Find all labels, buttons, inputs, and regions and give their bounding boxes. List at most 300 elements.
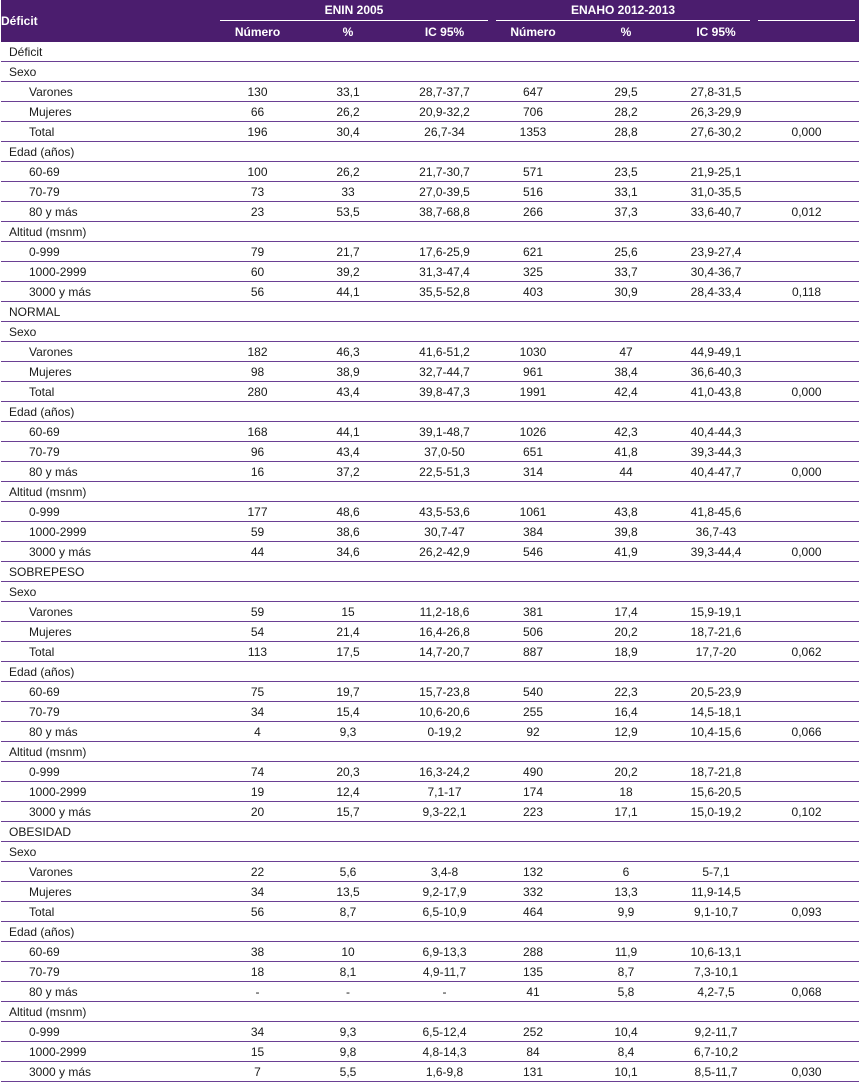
cell-enaho-numero: 464 <box>492 902 574 922</box>
cell-enin-numero: 98 <box>216 362 299 382</box>
cell-enaho-numero: 223 <box>492 802 574 822</box>
cell-enaho-ic95: 9,1-10,7 <box>678 902 754 922</box>
cell-p-value <box>754 682 859 702</box>
cell-enin-ic95: 26,2-42,9 <box>397 542 492 562</box>
group-title: Altitud (msnm) <box>1 742 859 762</box>
cell-enaho-percent: 20,2 <box>574 622 678 642</box>
table-row <box>1 382 859 402</box>
cell-enaho-ic95: 40,4-44,3 <box>678 422 754 442</box>
cell-enin-percent: 38,9 <box>299 362 397 382</box>
cell-enaho-ic95: 15,9-19,1 <box>678 602 754 622</box>
cell-enaho-numero: 647 <box>492 82 574 102</box>
cell-p-value <box>754 1022 859 1042</box>
cell-p-value <box>754 242 859 262</box>
cell-enin-ic95: 0-19,2 <box>397 722 492 742</box>
cell-enin-numero: 196 <box>216 122 299 142</box>
cell-enin-ic95: 3,4-8 <box>397 862 492 882</box>
table-row <box>1 122 859 142</box>
cell-enaho-percent: 43,8 <box>574 502 678 522</box>
cell-enaho-ic95: 7,3-10,1 <box>678 962 754 982</box>
cell-p-value: 0,000 <box>754 122 859 142</box>
cell-enaho-percent: 29,5 <box>574 82 678 102</box>
cell-enin-numero: 60 <box>216 262 299 282</box>
row-label: Varones <box>1 82 216 102</box>
cell-enaho-ic95: 4,2-7,5 <box>678 982 754 1002</box>
cell-enaho-ic95: 36,6-40,3 <box>678 362 754 382</box>
row-label: Total <box>1 642 216 662</box>
cell-enaho-ic95: 36,7-43 <box>678 522 754 542</box>
cell-enaho-percent: 38,4 <box>574 362 678 382</box>
cell-enin-ic95: 37,0-50 <box>397 442 492 462</box>
cell-enaho-numero: 252 <box>492 1022 574 1042</box>
table-row <box>1 422 859 442</box>
section-title: Déficit <box>1 42 859 62</box>
cell-enin-percent: 43,4 <box>299 442 397 462</box>
cell-enin-percent: 5,6 <box>299 862 397 882</box>
header-col-pvalue <box>754 22 859 42</box>
cell-enaho-percent: 8,7 <box>574 962 678 982</box>
row-label: 70-79 <box>1 182 216 202</box>
table-row <box>1 982 859 1002</box>
cell-p-value: 0,118 <box>754 282 859 302</box>
cell-enaho-numero: 131 <box>492 1062 574 1082</box>
cell-enin-numero: 23 <box>216 202 299 222</box>
cell-p-value <box>754 862 859 882</box>
cell-enin-ic95: 35,5-52,8 <box>397 282 492 302</box>
table-row <box>1 542 859 562</box>
cell-p-value: 0,062 <box>754 642 859 662</box>
cell-enin-numero: 7 <box>216 1062 299 1082</box>
section-title: NORMAL <box>1 302 859 322</box>
cell-enaho-percent: 23,5 <box>574 162 678 182</box>
table-row <box>1 682 859 702</box>
table-row <box>1 882 859 902</box>
row-label: 1000-2999 <box>1 782 216 802</box>
cell-enin-numero: 66 <box>216 102 299 122</box>
cell-enin-percent: 13,5 <box>299 882 397 902</box>
table-row <box>1 462 859 482</box>
cell-enaho-percent: 10,1 <box>574 1062 678 1082</box>
cell-p-value <box>754 362 859 382</box>
section-row <box>1 42 859 62</box>
cell-enin-numero: 38 <box>216 942 299 962</box>
table-row <box>1 902 859 922</box>
cell-enin-ic95: 7,1-17 <box>397 782 492 802</box>
section-row <box>1 562 859 582</box>
row-label: 0-999 <box>1 762 216 782</box>
header-col-ic95: IC 95% <box>678 22 754 42</box>
table-row <box>1 762 859 782</box>
row-label: 80 y más <box>1 982 216 1002</box>
cell-enin-ic95: 17,6-25,9 <box>397 242 492 262</box>
row-label: Mujeres <box>1 882 216 902</box>
cell-enin-percent: 53,5 <box>299 202 397 222</box>
cell-enaho-percent: 11,9 <box>574 942 678 962</box>
table-header <box>1 0 859 42</box>
cell-enin-ic95: 21,7-30,7 <box>397 162 492 182</box>
cell-enin-numero: 44 <box>216 542 299 562</box>
row-label: 3000 y más <box>1 802 216 822</box>
table-row <box>1 1062 859 1082</box>
header-group-label <box>758 1 855 21</box>
cell-enin-ic95: 9,3-22,1 <box>397 802 492 822</box>
cell-enin-numero: 34 <box>216 882 299 902</box>
cell-enin-ic95: 27,0-39,5 <box>397 182 492 202</box>
cell-enaho-numero: 403 <box>492 282 574 302</box>
cell-enaho-percent: 39,8 <box>574 522 678 542</box>
table-row <box>1 622 859 642</box>
cell-p-value <box>754 942 859 962</box>
group-row <box>1 742 859 762</box>
cell-enin-percent: 33 <box>299 182 397 202</box>
row-label: 3000 y más <box>1 282 216 302</box>
cell-enin-numero: 18 <box>216 962 299 982</box>
cell-enaho-numero: 621 <box>492 242 574 262</box>
group-title: Edad (años) <box>1 922 859 942</box>
cell-enin-numero: 130 <box>216 82 299 102</box>
cell-enaho-numero: 1026 <box>492 422 574 442</box>
table-row <box>1 602 859 622</box>
row-label: 1000-2999 <box>1 1042 216 1062</box>
cell-enin-numero: 22 <box>216 862 299 882</box>
row-label: 70-79 <box>1 442 216 462</box>
cell-p-value: 0,000 <box>754 462 859 482</box>
row-label: 0-999 <box>1 1022 216 1042</box>
cell-enaho-percent: 8,4 <box>574 1042 678 1062</box>
cell-p-value <box>754 342 859 362</box>
table-row <box>1 642 859 662</box>
table-row <box>1 1022 859 1042</box>
cell-enaho-percent: 9,9 <box>574 902 678 922</box>
cell-enaho-ic95: 39,3-44,3 <box>678 442 754 462</box>
row-label: 70-79 <box>1 962 216 982</box>
cell-enaho-percent: 22,3 <box>574 682 678 702</box>
group-row <box>1 142 859 162</box>
header-col-percent: % <box>299 22 397 42</box>
group-row <box>1 322 859 342</box>
cell-enaho-ic95: 40,4-47,7 <box>678 462 754 482</box>
cell-enin-numero: 54 <box>216 622 299 642</box>
cell-enin-numero: 113 <box>216 642 299 662</box>
cell-enaho-percent: 42,4 <box>574 382 678 402</box>
cell-p-value <box>754 162 859 182</box>
group-row <box>1 222 859 242</box>
header-group-enin-2005 <box>216 0 492 22</box>
header-group-label: ENAHO 2012-2013 <box>496 1 750 21</box>
cell-enaho-ic95: 9,2-11,7 <box>678 1022 754 1042</box>
section-title: SOBREPESO <box>1 562 859 582</box>
table-row <box>1 802 859 822</box>
cell-enaho-numero: 255 <box>492 702 574 722</box>
cell-enaho-numero: 132 <box>492 862 574 882</box>
row-label: Mujeres <box>1 362 216 382</box>
cell-enin-ic95: 10,6-20,6 <box>397 702 492 722</box>
cell-enaho-percent: 25,6 <box>574 242 678 262</box>
header-col-ic95: IC 95% <box>397 22 492 42</box>
cell-enin-percent: 19,7 <box>299 682 397 702</box>
header-group-enaho-2012-2013 <box>492 0 754 22</box>
cell-enin-ic95: 16,3-24,2 <box>397 762 492 782</box>
row-label: 60-69 <box>1 422 216 442</box>
cell-p-value <box>754 762 859 782</box>
cell-enaho-numero: 546 <box>492 542 574 562</box>
row-label: 3000 y más <box>1 1062 216 1082</box>
cell-enin-percent: 17,5 <box>299 642 397 662</box>
cell-p-value <box>754 182 859 202</box>
row-label: Varones <box>1 342 216 362</box>
cell-p-value <box>754 882 859 902</box>
cell-enaho-ic95: 30,4-36,7 <box>678 262 754 282</box>
cell-enaho-percent: 18 <box>574 782 678 802</box>
cell-enaho-ic95: 14,5-18,1 <box>678 702 754 722</box>
cell-enaho-numero: 332 <box>492 882 574 902</box>
header-col-numero: Número <box>492 22 574 42</box>
cell-enaho-percent: 20,2 <box>574 762 678 782</box>
row-label: 60-69 <box>1 682 216 702</box>
table-row <box>1 522 859 542</box>
group-row <box>1 922 859 942</box>
cell-enaho-percent: 30,9 <box>574 282 678 302</box>
cell-enin-ic95: 31,3-47,4 <box>397 262 492 282</box>
group-title: Sexo <box>1 322 859 342</box>
row-label: 60-69 <box>1 162 216 182</box>
cell-enin-numero: 96 <box>216 442 299 462</box>
cell-enaho-numero: 266 <box>492 202 574 222</box>
table-body <box>1 42 859 1082</box>
header-col-numero: Número <box>216 22 299 42</box>
cell-enaho-ic95: 5-7,1 <box>678 862 754 882</box>
row-label: 80 y más <box>1 722 216 742</box>
cell-p-value <box>754 102 859 122</box>
cell-enaho-ic95: 26,3-29,9 <box>678 102 754 122</box>
table-row <box>1 442 859 462</box>
cell-enin-numero: 75 <box>216 682 299 702</box>
cell-enaho-numero: 41 <box>492 982 574 1002</box>
row-label: 0-999 <box>1 502 216 522</box>
table-row <box>1 362 859 382</box>
cell-p-value <box>754 522 859 542</box>
cell-enaho-percent: 33,7 <box>574 262 678 282</box>
cell-p-value: 0,000 <box>754 542 859 562</box>
cell-enaho-numero: 288 <box>492 942 574 962</box>
cell-p-value <box>754 622 859 642</box>
cell-enaho-percent: 42,3 <box>574 422 678 442</box>
cell-enaho-ic95: 21,9-25,1 <box>678 162 754 182</box>
group-title: Altitud (msnm) <box>1 222 859 242</box>
cell-enaho-numero: 571 <box>492 162 574 182</box>
cell-enin-ic95: 9,2-17,9 <box>397 882 492 902</box>
cell-enin-ic95: 6,5-12,4 <box>397 1022 492 1042</box>
cell-enaho-ic95: 8,5-11,7 <box>678 1062 754 1082</box>
cell-enaho-percent: 41,9 <box>574 542 678 562</box>
cell-enin-percent: 26,2 <box>299 102 397 122</box>
cell-enin-percent: 15,4 <box>299 702 397 722</box>
table-row <box>1 722 859 742</box>
cell-p-value: 0,000 <box>754 382 859 402</box>
group-row <box>1 842 859 862</box>
cell-enin-percent: 15 <box>299 602 397 622</box>
cell-enaho-percent: 13,3 <box>574 882 678 902</box>
cell-enin-numero: 280 <box>216 382 299 402</box>
cell-enin-ic95: 38,7-68,8 <box>397 202 492 222</box>
cell-enaho-numero: 961 <box>492 362 574 382</box>
cell-enin-numero: 79 <box>216 242 299 262</box>
group-title: Altitud (msnm) <box>1 482 859 502</box>
cell-enaho-ic95: 15,0-19,2 <box>678 802 754 822</box>
cell-enin-percent: 20,3 <box>299 762 397 782</box>
group-row <box>1 1002 859 1022</box>
cell-p-value: 0,012 <box>754 202 859 222</box>
table-row <box>1 162 859 182</box>
group-title: Altitud (msnm) <box>1 1002 859 1022</box>
row-label: Total <box>1 122 216 142</box>
row-label: 1000-2999 <box>1 262 216 282</box>
cell-p-value <box>754 442 859 462</box>
cell-enin-percent: 9,3 <box>299 722 397 742</box>
cell-enaho-percent: 18,9 <box>574 642 678 662</box>
cell-enaho-numero: 1991 <box>492 382 574 402</box>
cell-enin-percent: 30,4 <box>299 122 397 142</box>
cell-enaho-percent: 5,8 <box>574 982 678 1002</box>
cell-enaho-ic95: 18,7-21,6 <box>678 622 754 642</box>
row-label: 80 y más <box>1 462 216 482</box>
nutrition-status-table <box>1 0 859 1082</box>
cell-enin-percent: 39,2 <box>299 262 397 282</box>
cell-enaho-ic95: 6,7-10,2 <box>678 1042 754 1062</box>
row-label: 70-79 <box>1 702 216 722</box>
cell-enaho-numero: 135 <box>492 962 574 982</box>
cell-enin-numero: - <box>216 982 299 1002</box>
cell-enin-numero: 73 <box>216 182 299 202</box>
cell-enin-ic95: 32,7-44,7 <box>397 362 492 382</box>
group-title: Sexo <box>1 842 859 862</box>
cell-enin-ic95: 16,4-26,8 <box>397 622 492 642</box>
cell-enin-numero: 177 <box>216 502 299 522</box>
cell-enaho-percent: 33,1 <box>574 182 678 202</box>
cell-enin-numero: 20 <box>216 802 299 822</box>
cell-enaho-ic95: 10,4-15,6 <box>678 722 754 742</box>
cell-enaho-numero: 314 <box>492 462 574 482</box>
header-corner-label: Déficit <box>1 0 216 42</box>
cell-enin-percent: 15,7 <box>299 802 397 822</box>
row-label: Total <box>1 382 216 402</box>
cell-enin-ic95: 22,5-51,3 <box>397 462 492 482</box>
table-row <box>1 782 859 802</box>
cell-p-value <box>754 602 859 622</box>
cell-enin-percent: 46,3 <box>299 342 397 362</box>
table-row <box>1 962 859 982</box>
cell-p-value <box>754 502 859 522</box>
cell-enin-numero: 74 <box>216 762 299 782</box>
cell-enaho-percent: 28,8 <box>574 122 678 142</box>
cell-enin-numero: 34 <box>216 1022 299 1042</box>
cell-enin-ic95: 26,7-34 <box>397 122 492 142</box>
cell-enaho-ic95: 23,9-27,4 <box>678 242 754 262</box>
row-label: Varones <box>1 602 216 622</box>
cell-enaho-ic95: 11,9-14,5 <box>678 882 754 902</box>
cell-enaho-numero: 174 <box>492 782 574 802</box>
cell-enaho-ic95: 33,6-40,7 <box>678 202 754 222</box>
section-title: OBESIDAD <box>1 822 859 842</box>
cell-p-value <box>754 962 859 982</box>
table-row <box>1 262 859 282</box>
cell-enin-percent: 43,4 <box>299 382 397 402</box>
cell-enaho-ic95: 44,9-49,1 <box>678 342 754 362</box>
cell-enin-ic95: 39,1-48,7 <box>397 422 492 442</box>
cell-enin-percent: 44,1 <box>299 282 397 302</box>
cell-p-value <box>754 262 859 282</box>
cell-enin-percent: 9,8 <box>299 1042 397 1062</box>
cell-enin-ic95: 4,8-14,3 <box>397 1042 492 1062</box>
cell-enin-percent: 8,7 <box>299 902 397 922</box>
cell-enin-ic95: 14,7-20,7 <box>397 642 492 662</box>
cell-enaho-ic95: 17,7-20 <box>678 642 754 662</box>
cell-enin-percent: 38,6 <box>299 522 397 542</box>
cell-enin-percent: 12,4 <box>299 782 397 802</box>
table-row <box>1 862 859 882</box>
row-label: 0-999 <box>1 242 216 262</box>
group-row <box>1 62 859 82</box>
cell-enin-percent: 34,6 <box>299 542 397 562</box>
group-title: Edad (años) <box>1 402 859 422</box>
header-group-pvalue <box>754 0 859 22</box>
cell-enaho-numero: 84 <box>492 1042 574 1062</box>
cell-enin-numero: 16 <box>216 462 299 482</box>
cell-enin-ic95: 30,7-47 <box>397 522 492 542</box>
table-row <box>1 182 859 202</box>
cell-p-value <box>754 82 859 102</box>
cell-enaho-percent: 10,4 <box>574 1022 678 1042</box>
cell-enin-percent: 37,2 <box>299 462 397 482</box>
table-row <box>1 342 859 362</box>
table-row <box>1 282 859 302</box>
group-title: Sexo <box>1 582 859 602</box>
cell-enaho-numero: 92 <box>492 722 574 742</box>
cell-enin-ic95: 1,6-9,8 <box>397 1062 492 1082</box>
group-row <box>1 582 859 602</box>
cell-enin-numero: 168 <box>216 422 299 442</box>
cell-enin-numero: 4 <box>216 722 299 742</box>
cell-enaho-ic95: 18,7-21,8 <box>678 762 754 782</box>
cell-enaho-ic95: 20,5-23,9 <box>678 682 754 702</box>
cell-p-value <box>754 1042 859 1062</box>
table-row <box>1 942 859 962</box>
cell-enin-percent: - <box>299 982 397 1002</box>
table-row <box>1 1042 859 1062</box>
section-row <box>1 822 859 842</box>
cell-enaho-percent: 47 <box>574 342 678 362</box>
cell-enin-ic95: - <box>397 982 492 1002</box>
group-row <box>1 402 859 422</box>
cell-enaho-numero: 706 <box>492 102 574 122</box>
cell-enaho-percent: 41,8 <box>574 442 678 462</box>
cell-enaho-numero: 1353 <box>492 122 574 142</box>
cell-enin-ic95: 4,9-11,7 <box>397 962 492 982</box>
cell-enaho-numero: 506 <box>492 622 574 642</box>
cell-enin-numero: 19 <box>216 782 299 802</box>
group-title: Edad (años) <box>1 142 859 162</box>
cell-enin-ic95: 15,7-23,8 <box>397 682 492 702</box>
cell-enaho-ic95: 31,0-35,5 <box>678 182 754 202</box>
cell-enaho-numero: 540 <box>492 682 574 702</box>
cell-enin-numero: 59 <box>216 522 299 542</box>
table-row <box>1 242 859 262</box>
cell-enaho-numero: 516 <box>492 182 574 202</box>
cell-enin-ic95: 6,5-10,9 <box>397 902 492 922</box>
header-group-label: ENIN 2005 <box>220 1 488 21</box>
cell-enin-numero: 100 <box>216 162 299 182</box>
cell-enaho-percent: 17,1 <box>574 802 678 822</box>
